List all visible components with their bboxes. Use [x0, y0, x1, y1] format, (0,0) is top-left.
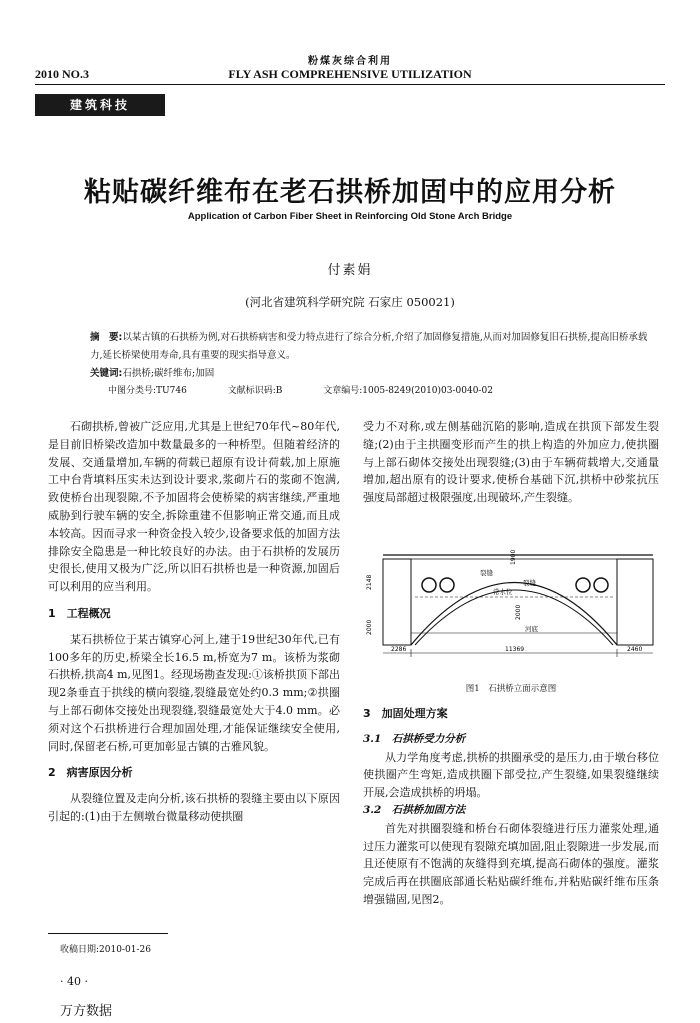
author: 付素娟	[327, 263, 373, 278]
article-title-en: Application of Carbon Fiber Sheet in Reinforcing Old Stone Arch Bridge	[187, 211, 513, 222]
keywords: 石拱桥;碳纤维布;加固	[122, 368, 215, 379]
footnote-rule	[48, 933, 168, 934]
document-code: 文献标识码:B	[227, 386, 283, 396]
section-2-continued: 受力不对称,或左侧基础沉陷的影响,造成在拱顶下部发生裂缝;(2)由于主拱圈变形而产生的拱上构造的外加应力,使拱圈与上部石砌体交接处出现裂缝;(3)由于车辆荷载增大,交通量增加,超出原有的设计要求,使桥台基础下沉,拱桥中砂浆抗压强度局部超过极限强度,出现破坏,产生裂缝。	[363, 420, 659, 505]
figure-1-caption: 图1 石拱桥立面示意图	[465, 684, 557, 694]
spandrel-opening	[576, 578, 590, 592]
crack-label: 裂缝	[480, 569, 493, 577]
clc-number: 中图分类号:TU746	[108, 386, 187, 396]
right-column-bottom	[363, 705, 659, 909]
keywords-label: 关键词:	[90, 368, 123, 379]
spandrel-opening	[440, 578, 454, 592]
journal-name-en: FLY ASH COMPREHENSIVE UTILIZATION	[228, 67, 472, 81]
spandrel-opening	[594, 578, 608, 592]
river-bed-label: 河底	[525, 625, 538, 633]
water-level-label: 常水位	[493, 588, 513, 596]
dim-mid: 2000	[515, 604, 522, 620]
journal-name-cn: 粉煤灰综合利用	[308, 56, 392, 67]
dim-left-upper: 2148	[366, 574, 373, 590]
subsection-3-2-title: 3.2 石拱桥加固方法	[363, 803, 466, 816]
left-abutment	[383, 559, 411, 645]
issue-number: 2010 NO.3	[35, 67, 89, 81]
header-rule	[35, 84, 665, 85]
section-1-title: 1 工程概况	[48, 606, 111, 620]
column-tag: 建筑科技	[35, 94, 165, 116]
section-2-title: 2 病害原因分析	[48, 766, 133, 780]
classification-line	[108, 383, 531, 396]
arch-intrados	[415, 590, 613, 645]
bridge-elevation-figure	[365, 545, 657, 665]
left-column	[48, 418, 340, 826]
received-date: 收稿日期:2010-01-26	[60, 945, 151, 955]
dim-left-lower: 2000	[366, 619, 373, 635]
section-1-text: 某石拱桥位于某古镇穿心河上,建于19世纪30年代,已有100多年的历史,桥梁全长16.5 m,桥宽为7 m。该桥为浆砌石拱桥,拱高4 m,见图1。经现场勘查发现:①该桥拱顶下部出现2条垂直于拱线的横向裂缝,裂缝最宽处约0.3 mm;②拱圈与上部石砌体交接处出现裂缝,裂缝最宽处大于4.0 mm。必须对这个石拱桥进行合理加固处理,才能保证继续安全使用,同时,保留老石桥,可更加彰显古镇的古雅风貌。	[48, 632, 340, 753]
dim-top: 1900	[510, 549, 517, 565]
subsection-3-1-text: 从力学角度考虑,拱桥的拱圈承受的是压力,由于墩台移位使拱圈产生弯矩,造成拱圈下部受拉,产生裂缝,如果裂缝继续开展,会造成拱桥的坍塌。	[363, 750, 659, 800]
page-number: · 40 ·	[60, 975, 88, 988]
subsection-3-1-title: 3.1 石拱桥受力分析	[363, 732, 466, 745]
abstract-label: 摘 要:	[90, 332, 123, 343]
right-abutment	[617, 559, 653, 645]
abstract	[90, 329, 655, 383]
intro-paragraph: 石砌拱桥,曾被广泛应用,尤其是上世纪70年代~80年代,是目前旧桥梁改造加中数量最多的一种桥型。但随着经济的发展、交通量增加,车辆的荷载已超原有设计荷载,加上原施工中台背填料压实未达到设计要求,浆砌片石的浆砌不饱满,致使桥台出现裂隙,不予加固将会使桥梁的病害继续,严重地威胁到行驶车辆的安全,拆除重建不但影响正常交通,而且成本较高。因而寻求一种资金投入较少,设备要求低的加固方法排除安全隐患是一种比较良好的办法。由于石拱桥的发展历史很长,使用又极为广泛,所以旧石拱桥也是一种资源,加固后可以利用的应当利用。	[48, 420, 340, 594]
section-3-title: 3 加固处理方案	[363, 707, 448, 720]
affiliation: (河北省建筑科学研究院 石家庄 050021)	[245, 295, 455, 309]
section-2-text: 从裂缝位置及走向分析,该石拱桥的裂缝主要由以下原因引起的:(1)由于左侧墩台微量移动使拱圈	[48, 792, 340, 823]
spandrel-opening	[422, 578, 436, 592]
abstract-text: 以某古镇的石拱桥为例,对石拱桥病害和受力特点进行了综合分析,介绍了加固修复措施,从而对加固修复旧石拱桥,提高旧桥承载力,延长桥梁使用寿命,具有重要的现实指导意义。	[90, 332, 648, 361]
dim-bottom-mid: 11369	[505, 646, 525, 653]
watermark-text: 万方数据	[60, 1004, 113, 1019]
article-number: 文章编号:1005-8249(2010)03-0040-02	[323, 386, 493, 396]
article-title: 粘贴碳纤维布在老石拱桥加固中的应用分析	[84, 177, 616, 208]
dim-bottom-left: 2286	[391, 646, 407, 653]
dim-bottom-right: 2460	[627, 646, 643, 653]
subsection-3-2-text: 首先对拱圈裂缝和桥台石砌体裂缝进行压力灌浆处理,通过压力灌浆可以使现有裂隙充填加固,阻止裂隙进一步发展,而且还使原有不饱满的灰缝得到充填,提高石砌体的强度。灌浆完成后再在拱圈底部通长粘贴碳纤维布,并粘贴碳纤维布压条增强锚固,见图2。	[363, 821, 659, 906]
right-column-top	[363, 418, 659, 507]
crack-label: 裂缝	[523, 579, 536, 587]
